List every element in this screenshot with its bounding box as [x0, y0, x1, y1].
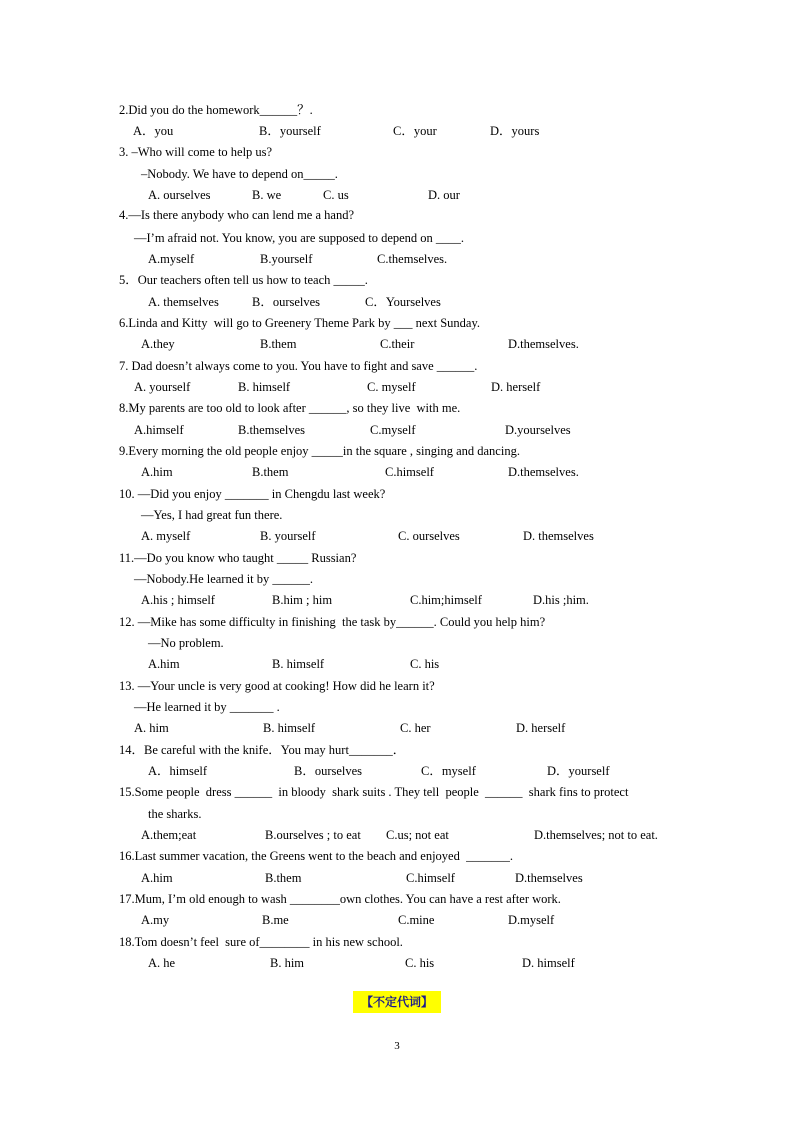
answer-option: D.themselves; not to eat. — [534, 828, 658, 842]
answer-option: C. his — [405, 956, 435, 970]
answer-option: C. us — [323, 188, 349, 202]
answer-option: B.him ; him — [272, 593, 333, 607]
answer-option: C.themselves. — [377, 252, 448, 266]
answer-option: B．ourselves — [252, 295, 321, 309]
question-text: 8.My parents are too old to look after ______, so they live with me. — [119, 401, 461, 415]
answer-option: B. himself — [238, 380, 291, 394]
answer-option: D. herself — [491, 380, 541, 394]
answer-option: C.himself — [406, 871, 455, 885]
answer-option: D.themselves. — [508, 337, 579, 351]
question-continuation: —Nobody.He learned it by ______. — [134, 572, 314, 586]
answer-option: A．you — [133, 124, 174, 138]
answer-option: A．himself — [148, 764, 208, 778]
answer-option: B.ourselves ; to eat — [265, 828, 361, 842]
question-continuation: the sharks. — [148, 807, 202, 821]
question-continuation: —He learned it by _______ . — [134, 700, 280, 714]
answer-option: D. themselves — [523, 529, 594, 543]
answer-option: B.them — [260, 337, 297, 351]
answer-option: B.yourself — [260, 252, 313, 266]
answer-option: D.themselves — [515, 871, 583, 885]
answer-option: D. himself — [522, 956, 575, 970]
answer-option: A.him — [141, 871, 173, 885]
answer-option: A.them;eat — [141, 828, 197, 842]
answer-option: B. himself — [272, 657, 325, 671]
answer-option: D. herself — [516, 721, 566, 735]
answer-option: B．ourselves — [294, 764, 363, 778]
answer-option: C.himself — [385, 465, 434, 479]
question-text: 18.Tom doesn’t feel sure of________ in his new school. — [119, 935, 403, 949]
answer-option: A. he — [148, 956, 176, 970]
answer-option: B. him — [270, 956, 305, 970]
answer-option: C. his — [410, 657, 440, 671]
answer-option: C.mine — [398, 913, 435, 927]
answer-option: A. myself — [141, 529, 191, 543]
answer-option: D.themselves. — [508, 465, 579, 479]
answer-option: C. myself — [367, 380, 416, 394]
answer-option: C.us; not eat — [386, 828, 449, 842]
answer-option: A.him — [141, 465, 173, 479]
question-text: 10. —Did you enjoy _______ in Chengdu last week? — [119, 487, 386, 501]
answer-option: D.his ;him. — [533, 593, 589, 607]
answer-option: D.myself — [508, 913, 555, 927]
question-text: 3. –Who will come to help us? — [119, 145, 273, 159]
answer-option: A. ourselves — [148, 188, 211, 202]
answer-option: B.me — [262, 913, 289, 927]
answer-option: C．your — [393, 124, 437, 138]
answer-option: C. her — [400, 721, 431, 735]
answer-option: C.myself — [370, 423, 416, 437]
answer-option: C．Yourselves — [365, 295, 441, 309]
answer-option: B．yourself — [259, 124, 321, 138]
answer-option: D.yourselves — [505, 423, 571, 437]
answer-option: C．myself — [421, 764, 476, 778]
question-text: 14．Be careful with the knife．You may hurt_______． — [119, 743, 406, 757]
answer-option: B.themselves — [238, 423, 306, 437]
answer-option: A.his ; himself — [141, 593, 215, 607]
question-text: 4.—Is there anybody who can lend me a hand? — [119, 208, 354, 222]
answer-option: B. we — [252, 188, 282, 202]
answer-option: A.they — [141, 337, 175, 351]
answer-option: D．yourself — [547, 764, 610, 778]
answer-option: C.him;himself — [410, 593, 482, 607]
answer-option: C.their — [380, 337, 415, 351]
question-continuation: –Nobody. We have to depend on_____. — [141, 167, 338, 181]
answer-option: B. himself — [263, 721, 316, 735]
question-text: 5．Our teachers often tell us how to teach _____. — [119, 273, 368, 287]
answer-option: A.myself — [148, 252, 195, 266]
question-continuation: —Yes, I had great fun there. — [141, 508, 283, 522]
question-continuation: —I’m afraid not. You know, you are supposed to depend on ____. — [134, 231, 465, 245]
answer-option: A.him — [148, 657, 180, 671]
section-heading: 【不定代词】 — [353, 991, 441, 1013]
question-text: 6.Linda and Kitty will go to Greenery Theme Park by ___ next Sunday. — [119, 316, 481, 330]
page-number: 3 — [394, 1040, 400, 1052]
answer-option: A. him — [134, 721, 169, 735]
answer-option: A.himself — [134, 423, 184, 437]
answer-option: A. themselves — [148, 295, 219, 309]
answer-option: D. our — [428, 188, 460, 202]
answer-option: A.my — [141, 913, 170, 927]
question-text: 16.Last summer vacation, the Greens went to the beach and enjoyed _______. — [119, 849, 513, 863]
answer-option: B.them — [265, 871, 302, 885]
question-text: 15.Some people dress ______ in bloody shark suits . They tell people ______ shark fins to protect — [119, 785, 629, 799]
question-text: 17.Mum, I’m old enough to wash ________own clothes. You can have a rest after work. — [119, 892, 561, 906]
answer-option: B.them — [252, 465, 289, 479]
question-text: 7. Dad doesn’t always come to you. You have to fight and save ______. — [119, 359, 478, 373]
answer-option: A. yourself — [134, 380, 191, 394]
answer-option: B. yourself — [260, 529, 316, 543]
answer-option: D．yours — [490, 124, 540, 138]
question-text: 9.Every morning the old people enjoy _____in the square , singing and dancing. — [119, 444, 520, 458]
question-text: 13. —Your uncle is very good at cooking! How did he learn it? — [119, 679, 435, 693]
question-text: 2.Did you do the homework______？. — [119, 103, 313, 117]
question-continuation: —No problem. — [148, 636, 224, 650]
answer-option: C. ourselves — [398, 529, 460, 543]
question-text: 11.—Do you know who taught _____ Russian? — [119, 551, 357, 565]
question-text: 12. —Mike has some difficulty in finishing the task by______. Could you help him? — [119, 615, 546, 629]
